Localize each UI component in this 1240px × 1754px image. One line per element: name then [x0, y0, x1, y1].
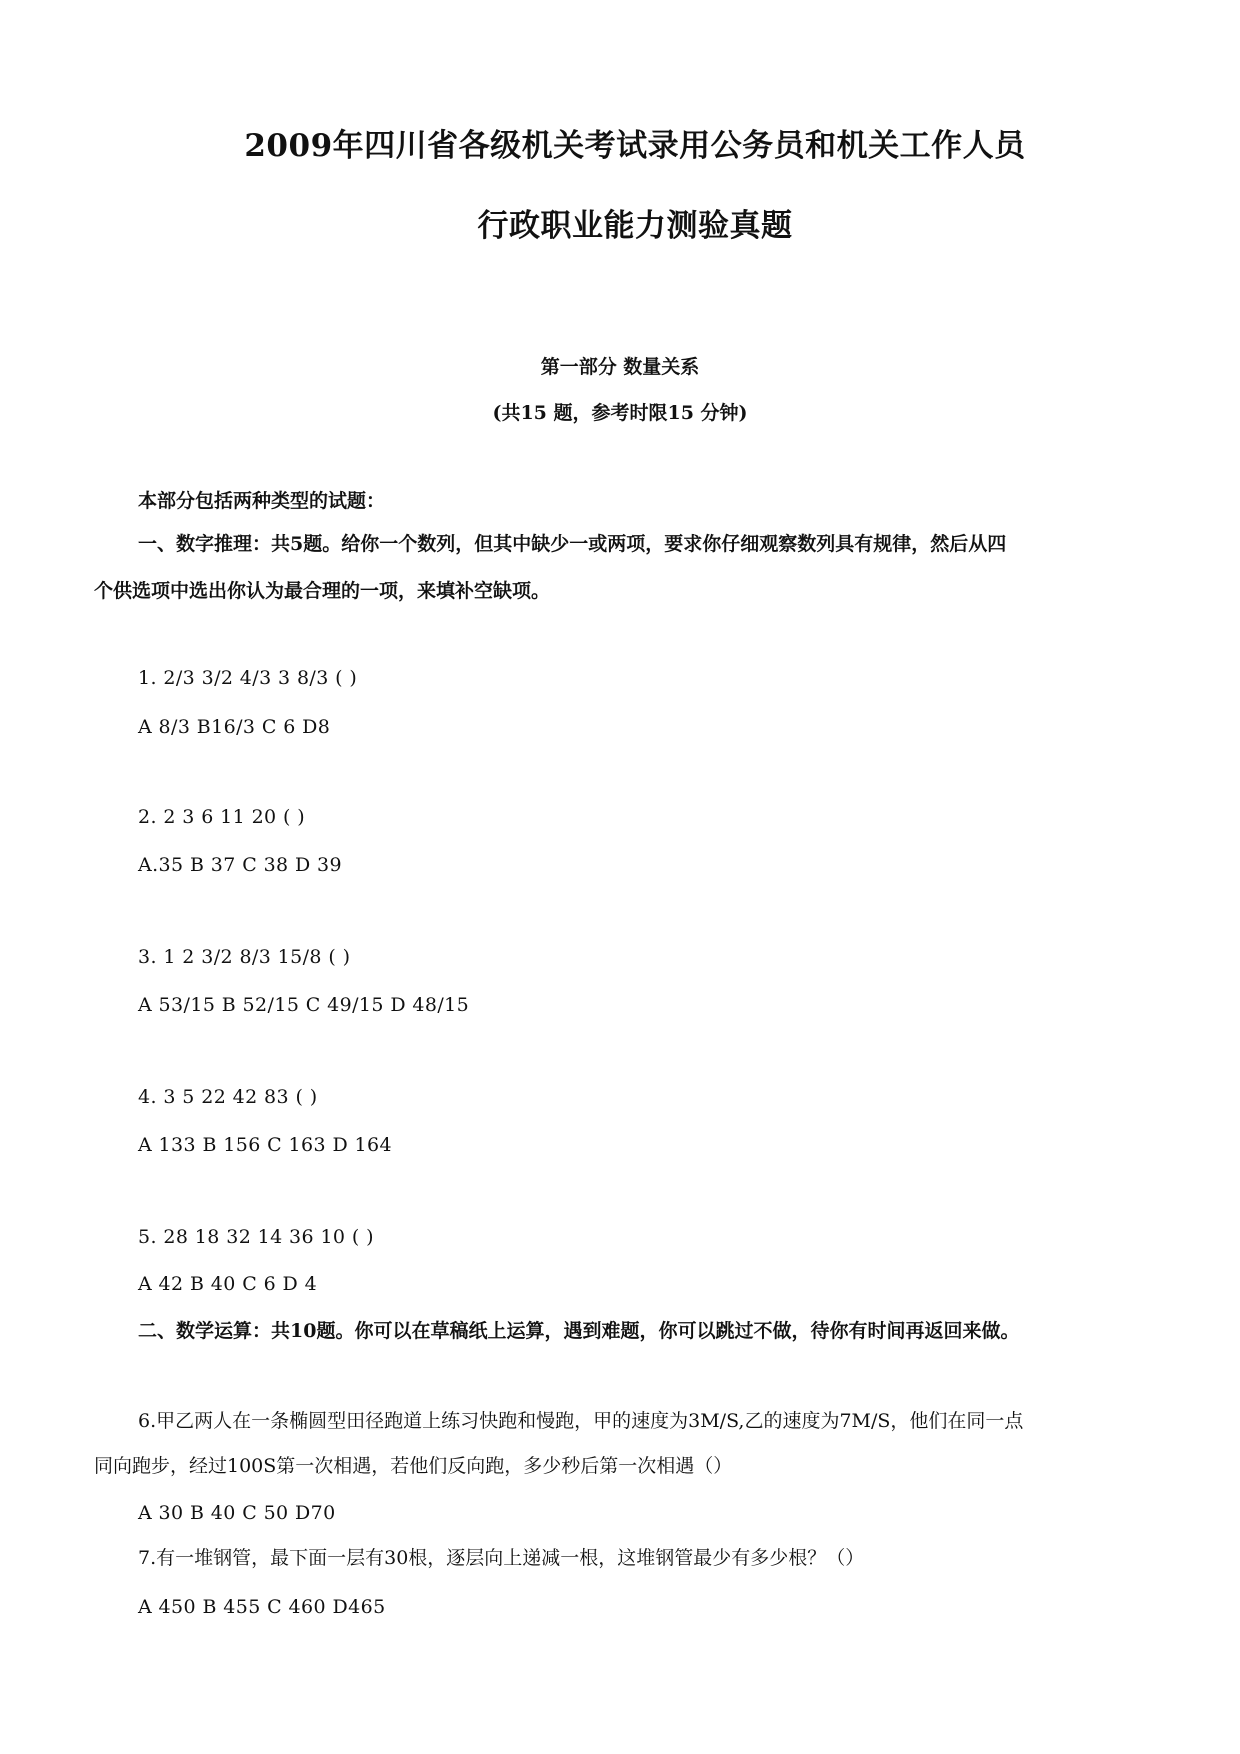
question-5-stem: 5. 28 18 32 14 36 10 ( ): [138, 1226, 374, 1248]
question-4-options: A 133 B 156 C 163 D 164: [138, 1134, 392, 1156]
question-3-stem: 3. 1 2 3/2 8/3 15/8 ( ): [138, 946, 351, 968]
type1-description-line-1: 一、数字推理：共5题。给你一个数列，但其中缺少一或两项，要求你仔细观察数列具有规律，然后从四: [138, 533, 1007, 555]
question-6-stem-line-2: 同向跑步，经过100S第一次相遇，若他们反向跑，多少秒后第一次相遇（）: [94, 1455, 733, 1477]
question-5-options: A 42 B 40 C 6 D 4: [138, 1273, 318, 1295]
part-subheading: (共15 题，参考时限15 分钟): [492, 402, 748, 424]
question-7-options: A 450 B 455 C 460 D465: [138, 1596, 386, 1618]
question-2-stem: 2. 2 3 6 11 20 ( ): [138, 806, 306, 828]
question-1-stem: 1. 2/3 3/2 4/3 3 8/3 ( ): [138, 667, 358, 689]
part-heading: 第一部分 数量关系: [540, 356, 700, 378]
section-intro: 本部分包括两种类型的试题：: [138, 490, 386, 512]
question-1-options: A 8/3 B16/3 C 6 D8: [138, 716, 331, 738]
question-7-stem: 7.有一堆钢管，最下面一层有30根，逐层向上递减一根，这堆钢管最少有多少根？（）: [138, 1547, 865, 1569]
question-2-options: A.35 B 37 C 38 D 39: [138, 854, 343, 876]
type2-description: 二、数学运算：共10题。你可以在草稿纸上运算，遇到难题，你可以跳过不做，待你有时间再返回来做。: [138, 1320, 1020, 1342]
document-title-line-1: 2009年四川省各级机关考试录用公务员和机关工作人员: [244, 128, 1026, 164]
question-3-options: A 53/15 B 52/15 C 49/15 D 48/15: [138, 994, 470, 1016]
document-title-line-2: 行政职业能力测验真题: [477, 208, 793, 244]
type1-description-line-2: 个供选项中选出你认为最合理的一项，来填补空缺项。: [94, 580, 551, 602]
question-4-stem: 4. 3 5 22 42 83 ( ): [138, 1086, 318, 1108]
question-6-stem-line-1: 6.甲乙两人在一条椭圆型田径跑道上练习快跑和慢跑，甲的速度为3M/S,乙的速度为7M/S，他们在同一点: [138, 1410, 1024, 1432]
question-6-options: A 30 B 40 C 50 D70: [138, 1502, 336, 1524]
